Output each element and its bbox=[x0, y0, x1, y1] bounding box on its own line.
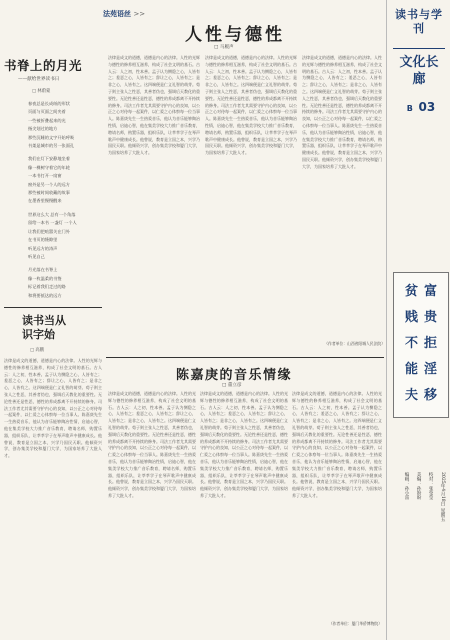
poem-line: 听见远方的涛声 bbox=[28, 245, 58, 251]
poem-line: 指尖划过的地方 bbox=[28, 126, 58, 132]
poem-stanza bbox=[28, 155, 102, 205]
main-article-col-3: 法律是成文的道德，道德是内心的法律。人性的光辉与德性的修养相互滋养，构成了社会文明的基石。古人云：人之初，性本善。孟子认为恻隐之心，人皆有之；羞恶之心，人皆有之；辞让之心，人皆有之；是非之心，人皆有之。这四端便是仁义礼智的萌芽。荀子则主张人之性恶，其善者伪也，强调后天教化的重要性。无论性善还是性恶，德性的养成都离不开持续的修身。司法工作者尤其需要守护内心的良知，以公正之心对待每一起案件，以仁爱之心体察每一位当事人。陈嘉庚先生一生热爱音乐，他认为音乐能够陶冶性情，启迪心智，他在集美学校大力推广音乐教育，聘请名师，购置乐器，组织乐队，让莘莘学子在琴声歌声中健康成长。他曾说，教育是立国之本，兴学乃国民天职。他倾资兴学，创办集美学校和厦门大学，为国家培养了大批人才。 bbox=[302, 55, 382, 169]
divider bbox=[4, 307, 102, 308]
section-arrows: >> bbox=[133, 10, 146, 18]
ad-character: 淫 bbox=[424, 362, 438, 377]
poem-subtitle: ——献给世界读书日 bbox=[18, 77, 60, 82]
second-article-col-1: 法律是成文的道德，道德是内心的法律。人性的光辉与德性的修养相互滋养，构成了社会文明的基石。古人云：人之初，性本善。孟子认为恻隐之心，人皆有之；羞恶之心，人皆有之；辞让之心，人皆有之；是非之心，人皆有之。这四端便是仁义礼智的萌芽。荀子则主张人之性恶，其善者伪也，强调后天教化的重要性。无论性善还是性恶，德性的养成都离不开持续的修身。司法工作者尤其需要守护内心的良知，以公正之心对待每一起案件，以仁爱之心体察每一位当事人。陈嘉庚先生一生热爱音乐，他认为音乐能够陶冶性情，启迪心智，他在集美学校大力推广音乐教育，聘请名师，购置乐器，组织乐队，让莘莘学子在琴声歌声中健康成长。他曾说，教育是立国之本，兴学乃国民天职。他倾资兴学，创办集美学校和厦门大学，为国家培养了大批人才。 bbox=[108, 391, 196, 498]
main-article-col-2: 法律是成文的道德，道德是内心的法律。人性的光辉与德性的修养相互滋养，构成了社会文明的基石。古人云：人之初，性本善。孟子认为恻隐之心，人皆有之；羞恶之心，人皆有之；辞让之心，人皆有之；是非之心，人皆有之。这四端便是仁义礼智的萌芽。荀子则主张人之性恶，其善者伪也，强调后天教化的重要性。无论性善还是性恶，德性的养成都离不开持续的修身。司法工作者尤其需要守护内心的良知，以公正之心对待每一起案件，以仁爱之心体察每一位当事人。陈嘉庚先生一生热爱音乐，他认为音乐能够陶冶性情，启迪心智，他在集美学校大力推广音乐教育，聘请名师，购置乐器，组织乐队，让莘莘学子在琴声歌声中健康成长。他曾说，教育是立国之本，兴学乃国民天职。他倾资兴学，创办集美学校和厦门大学，为国家培养了大批人才。 bbox=[205, 55, 297, 156]
poem-line: 一些被折叠起来的光 bbox=[28, 117, 66, 123]
page-id bbox=[401, 96, 441, 115]
ad-character: 能 bbox=[404, 362, 418, 377]
poem-line: 页面与页面之间夹着 bbox=[28, 109, 66, 115]
poem-block bbox=[4, 56, 102, 298]
poem-stanza bbox=[28, 266, 102, 300]
second-article-author: □ 董立彦 bbox=[222, 383, 242, 388]
ad-character: 贵 bbox=[424, 310, 438, 325]
column-name: 文化长廊 bbox=[399, 55, 439, 87]
poem-line: 窗外是另一个人的远方 bbox=[28, 181, 70, 187]
page-letter: B bbox=[406, 104, 413, 113]
ad-column bbox=[405, 279, 418, 411]
second-article-title: 陈嘉庚的音乐情缘 bbox=[176, 368, 293, 383]
ad-character: 贱 bbox=[404, 310, 418, 325]
small-essay-title: 读书当从识字始 bbox=[22, 314, 66, 341]
poem-line: 听见自己 bbox=[28, 253, 45, 259]
poem-line: 那些沉睡的文字开始呼吸 bbox=[28, 134, 75, 140]
credits bbox=[395, 472, 445, 632]
divider bbox=[106, 357, 384, 358]
poem-stanza bbox=[28, 211, 102, 261]
second-article-col-3: 法律是成文的道德，道德是内心的法律。人性的光辉与德性的修养相互滋养，构成了社会文明的基石。古人云：人之初，性本善。孟子认为恻隐之心，人皆有之；羞恶之心，人皆有之；辞让之心，人皆有之；是非之心，人皆有之。这四端便是仁义礼智的萌芽。荀子则主张人之性恶，其善者伪也，强调后天教化的重要性。无论性善还是性恶，德性的养成都离不开持续的修身。司法工作者尤其需要守护内心的良知，以公正之心对待每一起案件，以仁爱之心体察每一位当事人。陈嘉庚先生一生热爱音乐，他认为音乐能够陶冶性情，启迪心智，他在集美学校大力推广音乐教育，聘请名师，购置乐器，组织乐队，让莘莘学子在琴声歌声中健康成长。他曾说，教育是立国之本，兴学乃国民天职。他倾资兴学，创办集美学校和厦门大学，为国家培养了大批人才。 bbox=[292, 391, 382, 498]
credit-design: 美编：孙盼盼 bbox=[416, 472, 421, 500]
ad-column bbox=[424, 279, 437, 411]
credit-proof: 校对：张莹莹 bbox=[428, 472, 433, 500]
ad-character: 富 bbox=[424, 284, 438, 299]
poem-line: 标记着我们走过的路 bbox=[28, 284, 66, 290]
main-article-title: 人性与德性 bbox=[185, 25, 285, 45]
masthead-rule bbox=[393, 48, 445, 49]
section-label-text: 法苑语丝 bbox=[103, 10, 131, 18]
poem-line: 像一枚温柔的书签 bbox=[28, 275, 62, 281]
ad-character: 移 bbox=[424, 388, 438, 403]
section-label bbox=[103, 9, 145, 19]
credit-editor: 编辑：孙小雷 bbox=[404, 472, 409, 500]
small-essay bbox=[4, 314, 102, 640]
ad-character: 拒 bbox=[424, 336, 438, 351]
poem-line: 那些被时间收藏的故事 bbox=[28, 190, 70, 196]
poem-author: □ 林蔚蒙 bbox=[32, 89, 51, 94]
masthead-panel bbox=[386, 0, 450, 640]
poem-line: 月光落在书脊上 bbox=[28, 267, 58, 273]
second-article-author-note: （作者单位：厦门华侨博物院） bbox=[328, 621, 382, 626]
credit-date: 2025年4月18日 星期五 bbox=[440, 472, 445, 522]
poem-line: 世界这么大 总有一个角落 bbox=[28, 211, 76, 217]
ad-box bbox=[393, 272, 449, 418]
poem-stanzas bbox=[4, 100, 102, 300]
small-essay-body: 法律是成文的道德，道德是内心的法律。人性的光辉与德性的修养相互滋养，构成了社会文明的基石。古人云：人之初，性本善。孟子认为恻隐之心，人皆有之；羞恶之心，人皆有之；辞让之心，人皆有之；是非之心，人皆有之。这四端便是仁义礼智的萌芽。荀子则主张人之性恶，其善者伪也，强调后天教化的重要性。无论性善还是性恶，德性的养成都离不开持续的修身。司法工作者尤其需要守护内心的良知，以公正之心对待每一起案件，以仁爱之心体察每一位当事人。陈嘉庚先生一生热爱音乐，他认为音乐能够陶冶性情，启迪心智，他在集美学校大力推广音乐教育，聘请名师，购置乐器，组织乐队，让莘莘学子在琴声歌声中健康成长。他曾说，教育是立国之本，兴学乃国民天职。他倾资兴学，创办集美学校和厦门大学，为国家培养了大批人才。 bbox=[4, 358, 102, 459]
main-article-author: □ 马履声 bbox=[214, 45, 234, 50]
ad-character: 贫 bbox=[404, 284, 418, 299]
ad-character: 不 bbox=[404, 336, 418, 351]
page-number: 03 bbox=[418, 100, 436, 114]
main-article-author-note: （作者单位：山西省阳城人民法院） bbox=[324, 341, 385, 346]
poem-line: 在墨香里慢慢醒来 bbox=[28, 198, 62, 204]
poem-line: 一本书打开一扇窗 bbox=[28, 173, 62, 179]
main-article-col-1: 法律是成文的道德，道德是内心的法律。人性的光辉与德性的修养相互滋养，构成了社会文明的基石。古人云：人之初，性本善。孟子认为恻隐之心，人皆有之；羞恶之心，人皆有之；辞让之心，人皆有之；是非之心，人皆有之。这四端便是仁义礼智的萌芽。荀子则主张人之性恶，其善者伪也，强调后天教化的重要性。无论性善还是性恶，德性的养成都离不开持续的修身。司法工作者尤其需要守护内心的良知，以公正之心对待每一起案件，以仁爱之心体察每一位当事人。陈嘉庚先生一生热爱音乐，他认为音乐能够陶冶性情，启迪心智，他在集美学校大力推广音乐教育，聘请名师，购置乐器，组织乐队，让莘莘学子在琴声歌声中健康成长。他曾说，教育是立国之本，兴学乃国民天职。他倾资兴学，创办集美学校和厦门大学，为国家培养了大批人才。 bbox=[108, 55, 200, 156]
masthead-logo: 读书与学刊 bbox=[395, 8, 443, 35]
small-essay-author: □ 高鹏 bbox=[30, 348, 45, 353]
ad-character: 夫 bbox=[404, 388, 418, 403]
ad-calligraphy bbox=[394, 279, 448, 411]
poem-line: 我们在灯下安静地坐着 bbox=[28, 156, 70, 162]
second-article-col-2: 法律是成文的道德，道德是内心的法律。人性的光辉与德性的修养相互滋养，构成了社会文明的基石。古人云：人之初，性本善。孟子认为恻隐之心，人皆有之；羞恶之心，人皆有之；辞让之心，人皆有之；是非之心，人皆有之。这四端便是仁义礼智的萌芽。荀子则主张人之性恶，其善者伪也，强调后天教化的重要性。无论性善还是性恶，德性的养成都离不开持续的修身。司法工作者尤其需要守护内心的良知，以公正之心对待每一起案件，以仁爱之心体察每一位当事人。陈嘉庚先生一生热爱音乐，他认为音乐能够陶冶性情，启迪心智，他在集美学校大力推广音乐教育，聘请名师，购置乐器，组织乐队，让莘莘学子在琴声歌声中健康成长。他曾说，教育是立国之本，兴学乃国民天职。他倾资兴学，创办集美学校和厦门大学，为国家培养了大批人才。 bbox=[200, 391, 288, 498]
poem-line: 书架是城市的另一张面孔 bbox=[28, 143, 75, 149]
poem-line: 和将要抵达的远方 bbox=[28, 292, 62, 298]
poem-title: 书脊上的月光 bbox=[4, 58, 83, 73]
poem-line: 留给一本书 一盏灯 一个人 bbox=[28, 220, 77, 226]
poem-line: 在书页的缝隙里 bbox=[28, 237, 58, 243]
poem-line: 春夜总是长成纸的形状 bbox=[28, 101, 70, 106]
poem-line: 让我们把喧嚣关在门外 bbox=[28, 228, 70, 234]
poem-stanza bbox=[28, 100, 102, 150]
poem-line: 像一棵树守着它的年轮 bbox=[28, 164, 70, 170]
